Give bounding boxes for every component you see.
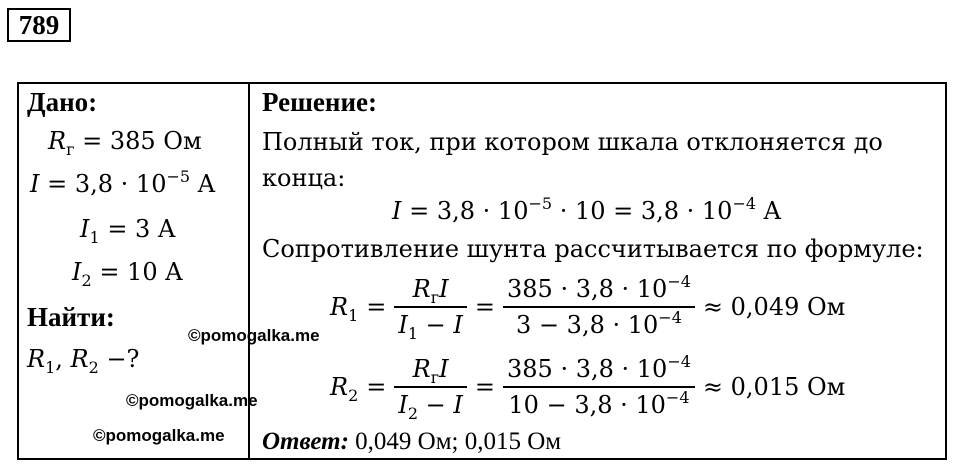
equation-total-current: $I = 3,8 \cdot 10^{-5} \cdot 10 = 3,8 \cdot 10^{-4}$ A: [392, 194, 782, 225]
answer-label: Ответ:: [262, 428, 349, 455]
solution-heading: Решение:: [262, 87, 377, 117]
watermark: ©pomogalka.me: [188, 326, 320, 345]
fraction-r1-symbolic: $\frac{R_гI}{I_1 - I}$: [394, 272, 467, 342]
solution-text-2: конца:: [262, 164, 346, 192]
fraction-r1-numeric: $\frac{385 \cdot 3,8 \cdot 10^{-4}}{3 - 3,8 \cdot 10^{-4}}$: [503, 272, 695, 342]
given-heading: Дано:: [27, 87, 98, 117]
problem-number: 789: [7, 8, 71, 42]
solution-text-3: Сопротивление шунта рассчитывается по формуле:: [262, 235, 924, 263]
find-heading: Найти:: [27, 302, 115, 332]
given-i2: $I_2 = 10$ A: [72, 258, 183, 290]
watermark: ©pomogalka.me: [93, 426, 225, 445]
given-rg: $R_г = 385$ Ом: [48, 127, 202, 159]
answer-line: [262, 428, 561, 456]
fraction-r2-numeric: $\frac{385 \cdot 3,8 \cdot 10^{-4}}{10 - 3,8 \cdot 10^{-4}}$: [503, 352, 695, 422]
given-current: $I = 3,8 \cdot 10^{-5}$ A: [30, 167, 216, 198]
fraction-r2-symbolic: $\frac{R_гI}{I_2 - I}$: [394, 352, 467, 422]
find-unknowns: $R_1$, $R_2$ −?: [27, 345, 140, 377]
solution-text-1: Полный ток, при котором шкала отклоняется до: [262, 128, 883, 156]
answer-text: 0,049 Ом; 0,015 Ом: [348, 428, 562, 455]
equation-r2: $R_2$ = $\frac{R_гI}{I_2 - I}$ = $\frac{385 \cdot 3,8 \cdot 10^{-4}}{10 - 3,8 \cdot 10^{-4}}$ ≈ 0,015 Ом: [330, 352, 846, 423]
watermark: ©pomogalka.me: [126, 391, 258, 410]
equation-r1: $R_1$ = $\frac{R_гI}{I_1 - I}$ = $\frac{385 \cdot 3,8 \cdot 10^{-4}}{3 - 3,8 \cdot 10^{-4}}$ ≈ 0,049 Ом: [330, 272, 846, 343]
given-i1: $I_1 = 3$ A: [80, 215, 176, 247]
